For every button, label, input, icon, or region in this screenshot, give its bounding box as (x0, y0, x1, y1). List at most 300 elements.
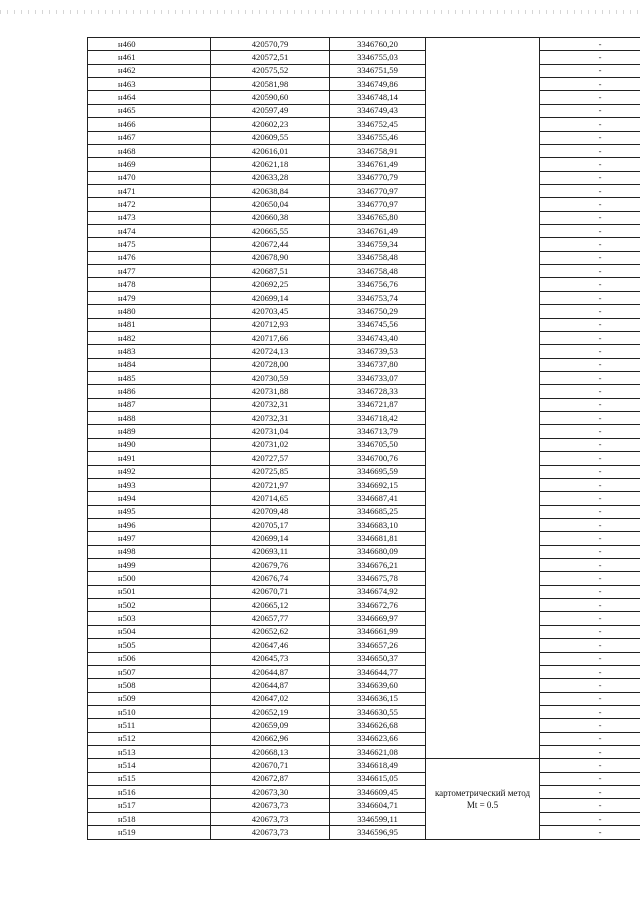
accuracy-dash: - (540, 78, 640, 91)
coord-y: 3346750,29 (330, 305, 426, 318)
table-row (88, 412, 640, 425)
accuracy-dash: - (540, 478, 640, 491)
coord-x: 420712,93 (211, 318, 330, 331)
accuracy-dash: - (540, 505, 640, 518)
table-row (88, 265, 640, 278)
point-name: н471 (88, 184, 211, 197)
coord-y: 3346755,03 (330, 51, 426, 64)
accuracy-dash: - (540, 144, 640, 157)
coord-x: 420678,90 (211, 251, 330, 264)
point-name: н499 (88, 559, 211, 572)
accuracy-dash: - (540, 251, 640, 264)
point-name: н483 (88, 345, 211, 358)
accuracy-dash: - (540, 625, 640, 638)
coord-x: 420644,87 (211, 679, 330, 692)
coord-x: 420665,12 (211, 599, 330, 612)
coord-x: 420662,96 (211, 732, 330, 745)
coord-y: 3346636,15 (330, 692, 426, 705)
coord-x: 420705,17 (211, 518, 330, 531)
point-name: н491 (88, 452, 211, 465)
coord-y: 3346749,86 (330, 78, 426, 91)
coord-x: 420673,73 (211, 812, 330, 825)
accuracy-dash: - (540, 705, 640, 718)
point-name: н498 (88, 545, 211, 558)
coord-x: 420692,25 (211, 278, 330, 291)
table-row (88, 518, 640, 531)
accuracy-dash: - (540, 358, 640, 371)
accuracy-dash: - (540, 679, 640, 692)
accuracy-dash: - (540, 826, 640, 839)
table-row (88, 438, 640, 451)
coord-y: 3346639,60 (330, 679, 426, 692)
coord-y: 3346621,08 (330, 746, 426, 759)
accuracy-dash: - (540, 345, 640, 358)
table-row (88, 559, 640, 572)
point-name: н467 (88, 131, 211, 144)
accuracy-dash: - (540, 158, 640, 171)
table-row (88, 358, 640, 371)
point-name: н470 (88, 171, 211, 184)
coord-y: 3346765,80 (330, 211, 426, 224)
coord-y: 3346739,53 (330, 345, 426, 358)
coord-x: 420673,73 (211, 826, 330, 839)
point-name: н486 (88, 385, 211, 398)
coord-y: 3346618,49 (330, 759, 426, 772)
coord-x: 420670,71 (211, 585, 330, 598)
table-row (88, 665, 640, 678)
coord-x: 420727,57 (211, 452, 330, 465)
coord-y: 3346749,43 (330, 104, 426, 117)
point-name: н492 (88, 465, 211, 478)
accuracy-dash: - (540, 104, 640, 117)
accuracy-dash: - (540, 559, 640, 572)
table-row (88, 38, 640, 51)
table-row (88, 625, 640, 638)
point-name: н513 (88, 746, 211, 759)
table-row (88, 786, 640, 799)
point-name: н460 (88, 38, 211, 51)
table-row (88, 772, 640, 785)
table-row (88, 158, 640, 171)
table-row (88, 492, 640, 505)
table-row (88, 612, 640, 625)
point-name: н495 (88, 505, 211, 518)
coord-y: 3346758,91 (330, 144, 426, 157)
accuracy-dash: - (540, 265, 640, 278)
point-name: н514 (88, 759, 211, 772)
point-name: н500 (88, 572, 211, 585)
table-row (88, 91, 640, 104)
point-name: н493 (88, 478, 211, 491)
accuracy-dash: - (540, 518, 640, 531)
coord-y: 3346770,97 (330, 198, 426, 211)
point-name: н477 (88, 265, 211, 278)
table-row (88, 225, 640, 238)
point-name: н485 (88, 371, 211, 384)
table-row (88, 478, 640, 491)
accuracy-dash: - (540, 51, 640, 64)
point-name: н516 (88, 786, 211, 799)
accuracy-dash: - (540, 599, 640, 612)
coord-x: 420672,87 (211, 772, 330, 785)
coord-x: 420616,01 (211, 144, 330, 157)
accuracy-dash: - (540, 572, 640, 585)
accuracy-dash: - (540, 118, 640, 131)
point-name: н515 (88, 772, 211, 785)
coord-x: 420650,04 (211, 198, 330, 211)
coord-x: 420609,55 (211, 131, 330, 144)
table-row (88, 545, 640, 558)
table-row (88, 251, 640, 264)
table-row (88, 345, 640, 358)
coord-x: 420570,79 (211, 38, 330, 51)
coord-y: 3346705,50 (330, 438, 426, 451)
coord-y: 3346692,15 (330, 478, 426, 491)
coord-y: 3346748,14 (330, 91, 426, 104)
accuracy-dash: - (540, 452, 640, 465)
table-row (88, 51, 640, 64)
coord-y: 3346758,48 (330, 251, 426, 264)
coord-x: 420730,59 (211, 371, 330, 384)
point-name: н484 (88, 358, 211, 371)
point-name: н512 (88, 732, 211, 745)
coord-x: 420659,09 (211, 719, 330, 732)
coord-y: 3346761,49 (330, 158, 426, 171)
accuracy-dash: - (540, 198, 640, 211)
point-name: н508 (88, 679, 211, 692)
table-row (88, 585, 640, 598)
point-name: н518 (88, 812, 211, 825)
coord-x: 420647,46 (211, 639, 330, 652)
point-name: н479 (88, 291, 211, 304)
coord-x: 420602,23 (211, 118, 330, 131)
point-name: н482 (88, 331, 211, 344)
point-name: н506 (88, 652, 211, 665)
point-name: н502 (88, 599, 211, 612)
coord-y: 3346721,87 (330, 398, 426, 411)
point-name: н509 (88, 692, 211, 705)
point-name: н463 (88, 78, 211, 91)
table-row (88, 532, 640, 545)
accuracy-dash: - (540, 171, 640, 184)
table-row (88, 331, 640, 344)
coord-x: 420709,48 (211, 505, 330, 518)
table-row (88, 759, 640, 772)
accuracy-dash: - (540, 492, 640, 505)
table-row (88, 465, 640, 478)
coord-x: 420732,31 (211, 412, 330, 425)
coord-y: 3346718,42 (330, 412, 426, 425)
coord-x: 420693,11 (211, 545, 330, 558)
accuracy-dash: - (540, 291, 640, 304)
coord-y: 3346626,68 (330, 719, 426, 732)
coord-y: 3346713,79 (330, 425, 426, 438)
table-row (88, 144, 640, 157)
coord-y: 3346615,05 (330, 772, 426, 785)
accuracy-dash: - (540, 211, 640, 224)
accuracy-dash: - (540, 371, 640, 384)
coord-y: 3346623,66 (330, 732, 426, 745)
table-row (88, 398, 640, 411)
point-name: н501 (88, 585, 211, 598)
coord-y: 3346728,33 (330, 385, 426, 398)
table-row (88, 812, 640, 825)
coord-y: 3346756,76 (330, 278, 426, 291)
table-row (88, 572, 640, 585)
point-name: н469 (88, 158, 211, 171)
accuracy-dash: - (540, 585, 640, 598)
accuracy-dash: - (540, 64, 640, 77)
table-row (88, 131, 640, 144)
coord-x: 420725,85 (211, 465, 330, 478)
table-row (88, 238, 640, 251)
table-row (88, 719, 640, 732)
coord-x: 420590,60 (211, 91, 330, 104)
point-name: н517 (88, 799, 211, 812)
method-cell-blank (426, 38, 540, 759)
coord-x: 420597,49 (211, 104, 330, 117)
point-name: н488 (88, 412, 211, 425)
accuracy-dash: - (540, 759, 640, 772)
point-name: н464 (88, 91, 211, 104)
table-row (88, 505, 640, 518)
accuracy-dash: - (540, 385, 640, 398)
accuracy-dash: - (540, 225, 640, 238)
point-name: н519 (88, 826, 211, 839)
coord-x: 420657,77 (211, 612, 330, 625)
accuracy-dash: - (540, 532, 640, 545)
table-row (88, 171, 640, 184)
accuracy-dash: - (540, 398, 640, 411)
coord-y: 3346759,34 (330, 238, 426, 251)
table-row (88, 291, 640, 304)
table-row (88, 211, 640, 224)
table-row (88, 599, 640, 612)
accuracy-dash: - (540, 331, 640, 344)
coord-x: 420652,19 (211, 705, 330, 718)
table-row (88, 652, 640, 665)
coord-x: 420660,38 (211, 211, 330, 224)
table-row (88, 305, 640, 318)
table-row (88, 452, 640, 465)
coord-y: 3346733,07 (330, 371, 426, 384)
coord-y: 3346599,11 (330, 812, 426, 825)
table-row (88, 639, 640, 652)
accuracy-dash: - (540, 612, 640, 625)
table-row (88, 318, 640, 331)
coord-x: 420621,18 (211, 158, 330, 171)
coord-x: 420644,87 (211, 665, 330, 678)
coord-x: 420699,14 (211, 291, 330, 304)
coord-y: 3346695,59 (330, 465, 426, 478)
point-name: н496 (88, 518, 211, 531)
coord-y: 3346674,92 (330, 585, 426, 598)
coord-y: 3346683,10 (330, 518, 426, 531)
accuracy-dash: - (540, 812, 640, 825)
scan-artifact-marks (0, 10, 640, 14)
coord-y: 3346657,26 (330, 639, 426, 652)
accuracy-dash: - (540, 732, 640, 745)
coord-y: 3346669,97 (330, 612, 426, 625)
coord-x: 420647,02 (211, 692, 330, 705)
coord-x: 420676,74 (211, 572, 330, 585)
accuracy-dash: - (540, 38, 640, 51)
coord-y: 3346687,41 (330, 492, 426, 505)
table-row (88, 705, 640, 718)
point-name: н507 (88, 665, 211, 678)
point-name: н503 (88, 612, 211, 625)
coord-x: 420638,84 (211, 184, 330, 197)
accuracy-dash: - (540, 278, 640, 291)
coord-y: 3346753,74 (330, 291, 426, 304)
coord-y: 3346609,45 (330, 786, 426, 799)
coord-y: 3346758,48 (330, 265, 426, 278)
accuracy-dash: - (540, 719, 640, 732)
coord-y: 3346596,95 (330, 826, 426, 839)
accuracy-dash: - (540, 91, 640, 104)
table-row (88, 118, 640, 131)
accuracy-dash: - (540, 438, 640, 451)
coord-y: 3346752,45 (330, 118, 426, 131)
coord-x: 420575,52 (211, 64, 330, 77)
coord-x: 420724,13 (211, 345, 330, 358)
coord-x: 420652,62 (211, 625, 330, 638)
coord-y: 3346650,37 (330, 652, 426, 665)
point-name: н511 (88, 719, 211, 732)
point-name: н466 (88, 118, 211, 131)
point-name: н490 (88, 438, 211, 451)
coord-x: 420673,30 (211, 786, 330, 799)
point-name: н465 (88, 104, 211, 117)
coord-y: 3346681,81 (330, 532, 426, 545)
coord-x: 420728,00 (211, 358, 330, 371)
point-name: н480 (88, 305, 211, 318)
coord-y: 3346685,25 (330, 505, 426, 518)
coord-y: 3346770,79 (330, 171, 426, 184)
table-row (88, 78, 640, 91)
coord-x: 420731,02 (211, 438, 330, 451)
coord-y: 3346644,77 (330, 665, 426, 678)
coord-x: 420581,98 (211, 78, 330, 91)
table-row (88, 385, 640, 398)
accuracy-dash: - (540, 799, 640, 812)
coord-x: 420679,76 (211, 559, 330, 572)
point-name: н478 (88, 278, 211, 291)
accuracy-dash: - (540, 184, 640, 197)
point-name: н476 (88, 251, 211, 264)
point-name: н472 (88, 198, 211, 211)
table-row (88, 746, 640, 759)
accuracy-dash: - (540, 652, 640, 665)
point-name: н468 (88, 144, 211, 157)
point-name: н462 (88, 64, 211, 77)
coord-x: 420699,14 (211, 532, 330, 545)
coord-y: 3346737,80 (330, 358, 426, 371)
accuracy-dash: - (540, 692, 640, 705)
coord-y: 3346680,09 (330, 545, 426, 558)
coord-x: 420703,45 (211, 305, 330, 318)
point-name: н505 (88, 639, 211, 652)
coord-y: 3346743,40 (330, 331, 426, 344)
point-name: н497 (88, 532, 211, 545)
coord-x: 420721,97 (211, 478, 330, 491)
table-row (88, 371, 640, 384)
coord-x: 420731,04 (211, 425, 330, 438)
point-name: н475 (88, 238, 211, 251)
coord-y: 3346760,20 (330, 38, 426, 51)
coord-y: 3346745,56 (330, 318, 426, 331)
table-row (88, 799, 640, 812)
coordinates-table-body (88, 38, 640, 840)
table-row (88, 679, 640, 692)
coord-x: 420665,55 (211, 225, 330, 238)
accuracy-dash: - (540, 746, 640, 759)
point-name: н474 (88, 225, 211, 238)
accuracy-dash: - (540, 425, 640, 438)
coord-y: 3346700,76 (330, 452, 426, 465)
table-row (88, 826, 640, 839)
table-row (88, 425, 640, 438)
point-name: н510 (88, 705, 211, 718)
accuracy-dash: - (540, 786, 640, 799)
method-cell (426, 759, 540, 839)
accuracy-dash: - (540, 772, 640, 785)
coord-y: 3346675,78 (330, 572, 426, 585)
coord-x: 420668,13 (211, 746, 330, 759)
accuracy-dash: - (540, 238, 640, 251)
coord-x: 420714,65 (211, 492, 330, 505)
table-row (88, 278, 640, 291)
table-row (88, 692, 640, 705)
coord-x: 420673,73 (211, 799, 330, 812)
coord-y: 3346755,46 (330, 131, 426, 144)
accuracy-dash: - (540, 318, 640, 331)
point-name: н494 (88, 492, 211, 505)
accuracy-dash: - (540, 131, 640, 144)
coord-x: 420645,73 (211, 652, 330, 665)
coord-x: 420670,71 (211, 759, 330, 772)
point-name: н461 (88, 51, 211, 64)
accuracy-dash: - (540, 465, 640, 478)
coord-y: 3346676,21 (330, 559, 426, 572)
point-name: н489 (88, 425, 211, 438)
coord-y: 3346672,76 (330, 599, 426, 612)
point-name: н473 (88, 211, 211, 224)
accuracy-dash: - (540, 305, 640, 318)
coordinates-table (87, 37, 640, 840)
coord-x: 420717,66 (211, 331, 330, 344)
accuracy-dash: - (540, 639, 640, 652)
point-name: н481 (88, 318, 211, 331)
table-row (88, 64, 640, 77)
coord-x: 420672,44 (211, 238, 330, 251)
coord-y: 3346661,99 (330, 625, 426, 638)
coord-y: 3346604,71 (330, 799, 426, 812)
table-row (88, 198, 640, 211)
point-name: н504 (88, 625, 211, 638)
coord-x: 420572,51 (211, 51, 330, 64)
accuracy-dash: - (540, 665, 640, 678)
table-row (88, 184, 640, 197)
table-row (88, 104, 640, 117)
coord-y: 3346630,55 (330, 705, 426, 718)
table-row (88, 732, 640, 745)
coord-x: 420732,31 (211, 398, 330, 411)
coord-x: 420633,28 (211, 171, 330, 184)
method-note: картометрический метод Mt = 0.5 (434, 787, 531, 810)
coord-x: 420687,51 (211, 265, 330, 278)
point-name: н487 (88, 398, 211, 411)
